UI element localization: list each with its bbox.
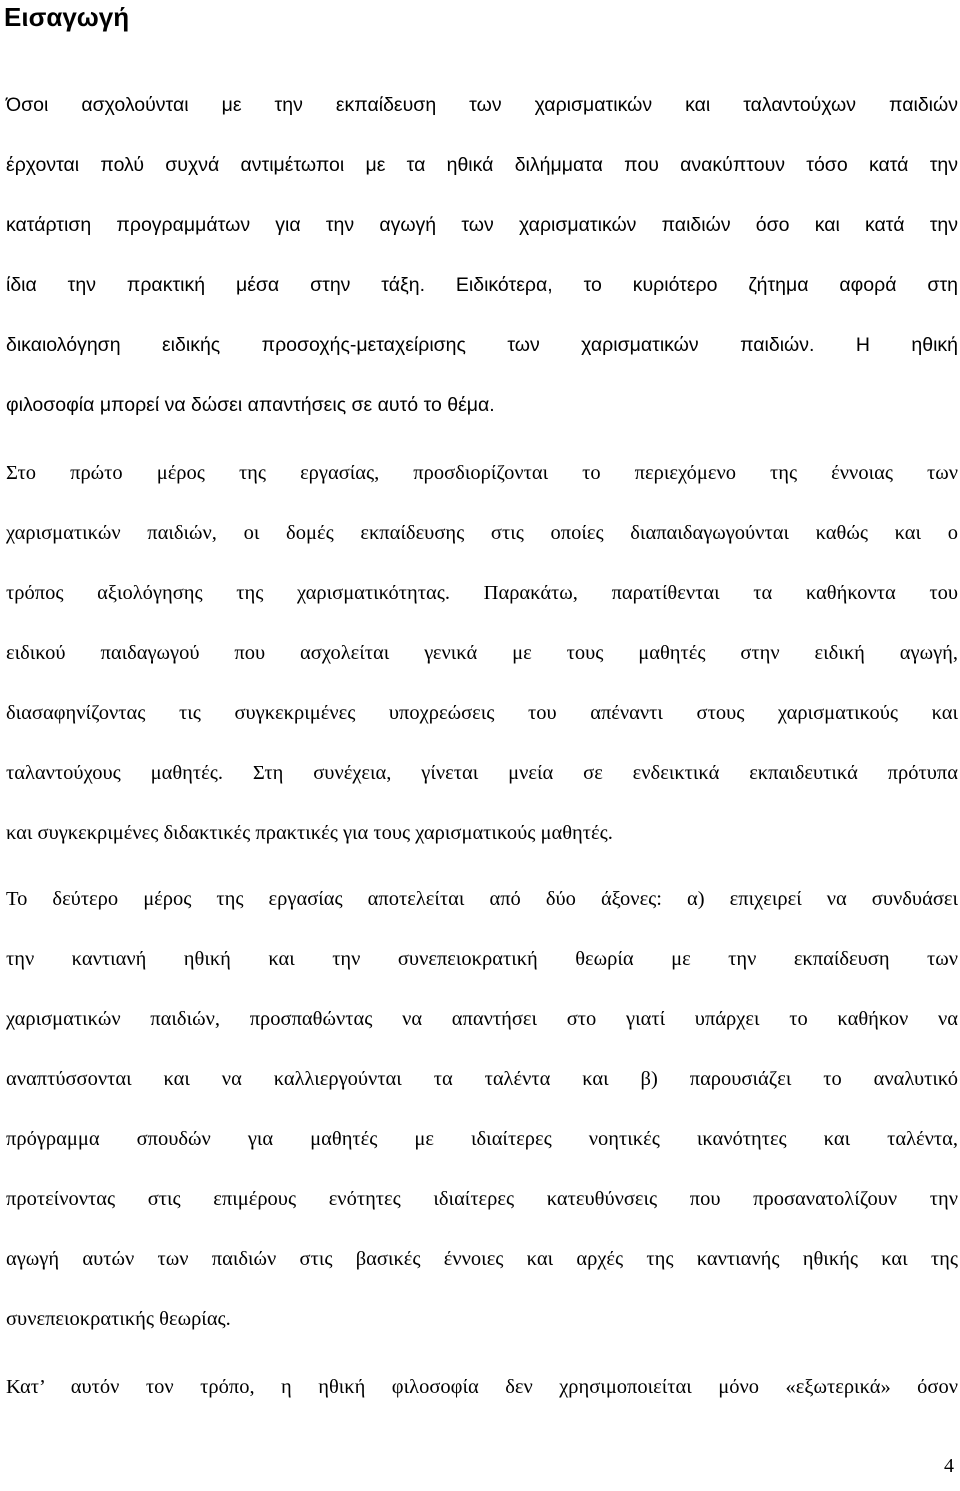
text-line: χαρισματικών παιδιών, οι δομές εκπαίδευσης στις οποίες διαπαιδαγωγούνται καθώς και ο — [6, 522, 958, 544]
page-number: 4 — [944, 1455, 954, 1477]
text-line: τρόπος αξιολόγησης της χαρισματικότητας. Παρακάτω, παρατίθενται τα καθήκοντα του — [6, 582, 958, 604]
text-line: ίδια την πρακτική μέσα στην τάξη. Ειδικότερα, το κυριότερο ζήτημα αφορά στη — [6, 274, 958, 296]
text-line: και συγκεκριμένες διδακτικές πρακτικές για τους χαρισματικούς μαθητές. — [6, 822, 613, 844]
text-line: φιλοσοφία μπορεί να δώσει απαντήσεις σε αυτό το θέμα. — [6, 394, 495, 416]
text-line: ειδικού παιδαγωγού που ασχολείται γενικά με τους μαθητές στην ειδική αγωγή, — [6, 642, 958, 664]
text-line: πρόγραμμα σπουδών για μαθητές με ιδιαίτερες νοητικές ικανότητες και ταλέντα, — [6, 1128, 958, 1150]
text-line: ταλαντούχους μαθητές. Στη συνέχεια, γίνεται μνεία σε ενδεικτικά εκπαιδευτικά πρότυπα — [6, 762, 958, 784]
text-line: Όσοι ασχολούνται με την εκπαίδευση των χαρισματικών και ταλαντούχων παιδιών — [6, 94, 958, 116]
text-line: Στο πρώτο μέρος της εργασίας, προσδιορίζονται το περιεχόμενο της έννοιας των — [6, 462, 958, 484]
text-line: δικαιολόγηση ειδικής προσοχής-μεταχείρισης των χαρισματικών παιδιών. Η ηθική — [6, 334, 958, 356]
text-line: την καντιανή ηθική και την συνεπειοκρατική θεωρία με την εκπαίδευση των — [6, 948, 958, 970]
text-line: χαρισματικών παιδιών, προσπαθώντας να απαντήσει στο γιατί υπάρχει το καθήκον να — [6, 1008, 958, 1030]
text-line: προτείνοντας στις επιμέρους ενότητες ιδιαίτερες κατευθύνσεις που προσανατολίζουν την — [6, 1188, 958, 1210]
text-line: αναπτύσσονται και να καλλιεργούνται τα ταλέντα και β) παρουσιάζει το αναλυτικό — [6, 1068, 958, 1090]
text-line: συνεπειοκρατικής θεωρίας. — [6, 1308, 231, 1330]
text-line: κατάρτιση προγραμμάτων για την αγωγή των χαρισματικών παιδιών όσο και κατά την — [6, 214, 958, 236]
section-heading: Εισαγωγή — [4, 2, 130, 32]
text-line: Κατ’ αυτόν τον τρόπο, η ηθική φιλοσοφία δεν χρησιμοποιείται μόνο «εξωτερικά» όσον — [6, 1376, 958, 1398]
text-line: Το δεύτερο μέρος της εργασίας αποτελείται από δύο άξονες: α) επιχειρεί να συνδυάσει — [6, 888, 958, 910]
text-line: έρχονται πολύ συχνά αντιμέτωποι με τα ηθικά διλήμματα που ανακύπτουν τόσο κατά την — [6, 154, 958, 176]
text-line: αγωγή αυτών των παιδιών στις βασικές έννοιες και αρχές της καντιανής ηθικής και της — [6, 1248, 958, 1270]
text-line: διασαφηνίζοντας τις συγκεκριμένες υποχρεώσεις του απέναντι στους χαρισματικούς και — [6, 702, 958, 724]
